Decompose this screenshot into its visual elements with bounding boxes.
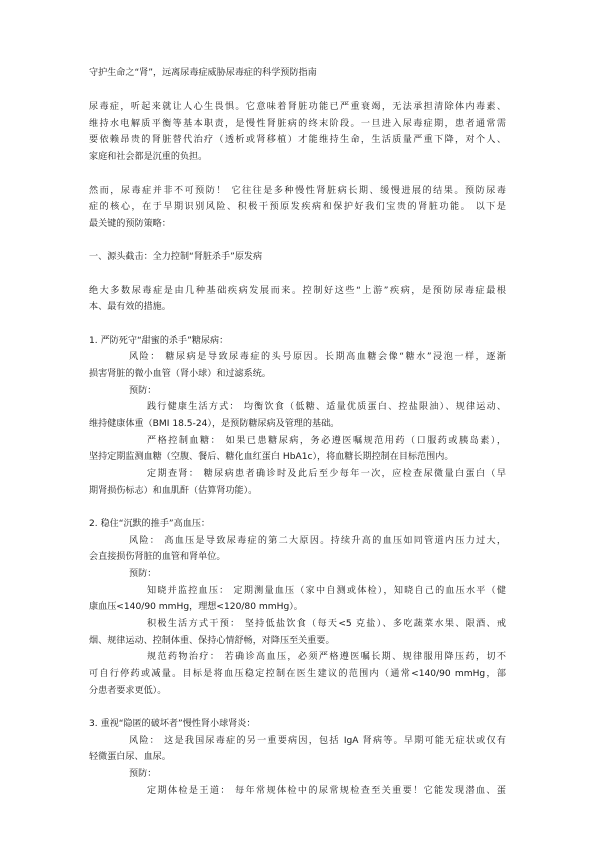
prevention-label: 预防：: [129, 569, 157, 579]
prevention-line: 积极生活方式干预： 坚持低盐饮食（每天<5 克盐）、多吃蔬菜水果、限酒、戒: [147, 619, 506, 629]
text-line: 绝大多数尿毒症是由几种基础疾病发展而来。控制好这些“上游”疾病，是预防尿毒症最根: [89, 286, 506, 296]
text-line: 症的核心，在于早期识别风险、积极干预原发疾病和保护好我们宝贵的肾脏功能。 以下是: [89, 202, 506, 212]
item-heading: 3. 重视“隐匿的破坏者”慢性肾小球肾炎：: [89, 719, 256, 729]
prevention-line: 定期体检是王道： 每年常规体检中的尿常规检查至关重要！它能发现潜血、蛋: [147, 786, 506, 796]
risk-line: 风险： 糖尿病是导致尿毒症的头号原因。长期高血糖会像“糖水”浸泡一样，逐渐: [129, 352, 506, 362]
text-line: 尿毒症，听起来就让人心生畏惧。它意味着肾脏功能已严重衰竭，无法承担清除体内毒素、: [89, 102, 506, 112]
risk-line: 损害肾脏的微小血管（肾小球）和过滤系统。: [89, 369, 271, 379]
risk-line: 轻微蛋白尿、血尿。: [89, 752, 171, 762]
text-line: 家庭和社会都是沉重的负担。: [89, 152, 208, 162]
item-heading: 2. 稳住“沉默的推手”高血压：: [89, 519, 211, 529]
prevention-line: 践行健康生活方式： 均衡饮食（低糖、适量优质蛋白、控盐限油）、规律运动、: [147, 402, 506, 412]
section-heading: 一、源头截击：全力控制“肾脏杀手”原发病: [89, 252, 263, 262]
prevention-label: 预防：: [129, 769, 157, 779]
prevention-label: 预防：: [129, 386, 157, 396]
prevention-line: 分患者要求更低）。: [89, 686, 167, 696]
text-line: 维持水电解质平衡等基本职责，是慢性肾脏病的终末阶段。一旦进入尿毒症期，患者通常需: [89, 119, 506, 129]
prevention-line: 坚持定期监测血糖（空腹、餐后、糖化血红蛋白 HbA1c），将血糖长期控制在目标范围内。: [89, 452, 454, 462]
risk-line: 风险： 这是我国尿毒症的另一重要病因，包括 IgA 肾病等。早期可能无症状或仅有: [129, 736, 506, 746]
prevention-line: 可自行停药或减量。目标是将血压稳定控制在医生建议的范围内（通常<140/90 mmHg，部: [89, 669, 506, 679]
prevention-line: 期肾损伤标志）和血肌酐（估算肾功能）。: [89, 486, 258, 496]
text-line: 要依赖昂贵的肾脏替代治疗（透析或肾移植）才能维持生命，生活质量严重下降，对个人、: [89, 135, 506, 145]
item-heading: 1. 严防死守“甜蜜的杀手”糖尿病：: [89, 336, 229, 346]
prevention-line: 维持健康体重（BMI 18.5-24），是预防糖尿病及管理的基础。: [89, 419, 340, 429]
document-title: 守护生命之“肾”，远离尿毒症威胁尿毒症的科学预防指南: [89, 68, 317, 78]
text-line: 本、最有效的措施。: [89, 302, 171, 312]
risk-line: 会直接损伤肾脏的血管和肾单位。: [89, 552, 226, 562]
text-line: 最关键的预防策略：: [89, 219, 171, 229]
risk-line: 风险： 高血压是导致尿毒症的第二大原因。持续升高的血压如同管道内压力过大，: [129, 536, 506, 546]
text-line: 然而，尿毒症并非不可预防！ 它往往是多种慢性肾脏病长期、缓慢进展的结果。预防尿毒: [89, 186, 506, 196]
prevention-line: 定期查肾： 糖尿病患者确诊时及此后至少每年一次，应检查尿微量白蛋白（早: [147, 469, 506, 479]
prevention-line: 规范药物治疗： 若确诊高血压，必须严格遵医嘱长期、规律服用降压药，切不: [147, 652, 506, 662]
prevention-line: 知晓并监控血压： 定期测量血压（家中自测或体检），知晓自己的血压水平（健: [147, 586, 506, 596]
prevention-line: 严格控制血糖： 如果已患糖尿病，务必遵医嘱规范用药（口服药或胰岛素），: [147, 436, 506, 446]
prevention-line: 烟、规律运动、控制体重、保持心情舒畅，对降压至关重要。: [89, 636, 335, 646]
prevention-line: 康血压<140/90 mmHg，理想<120/80 mmHg）。: [89, 602, 303, 612]
